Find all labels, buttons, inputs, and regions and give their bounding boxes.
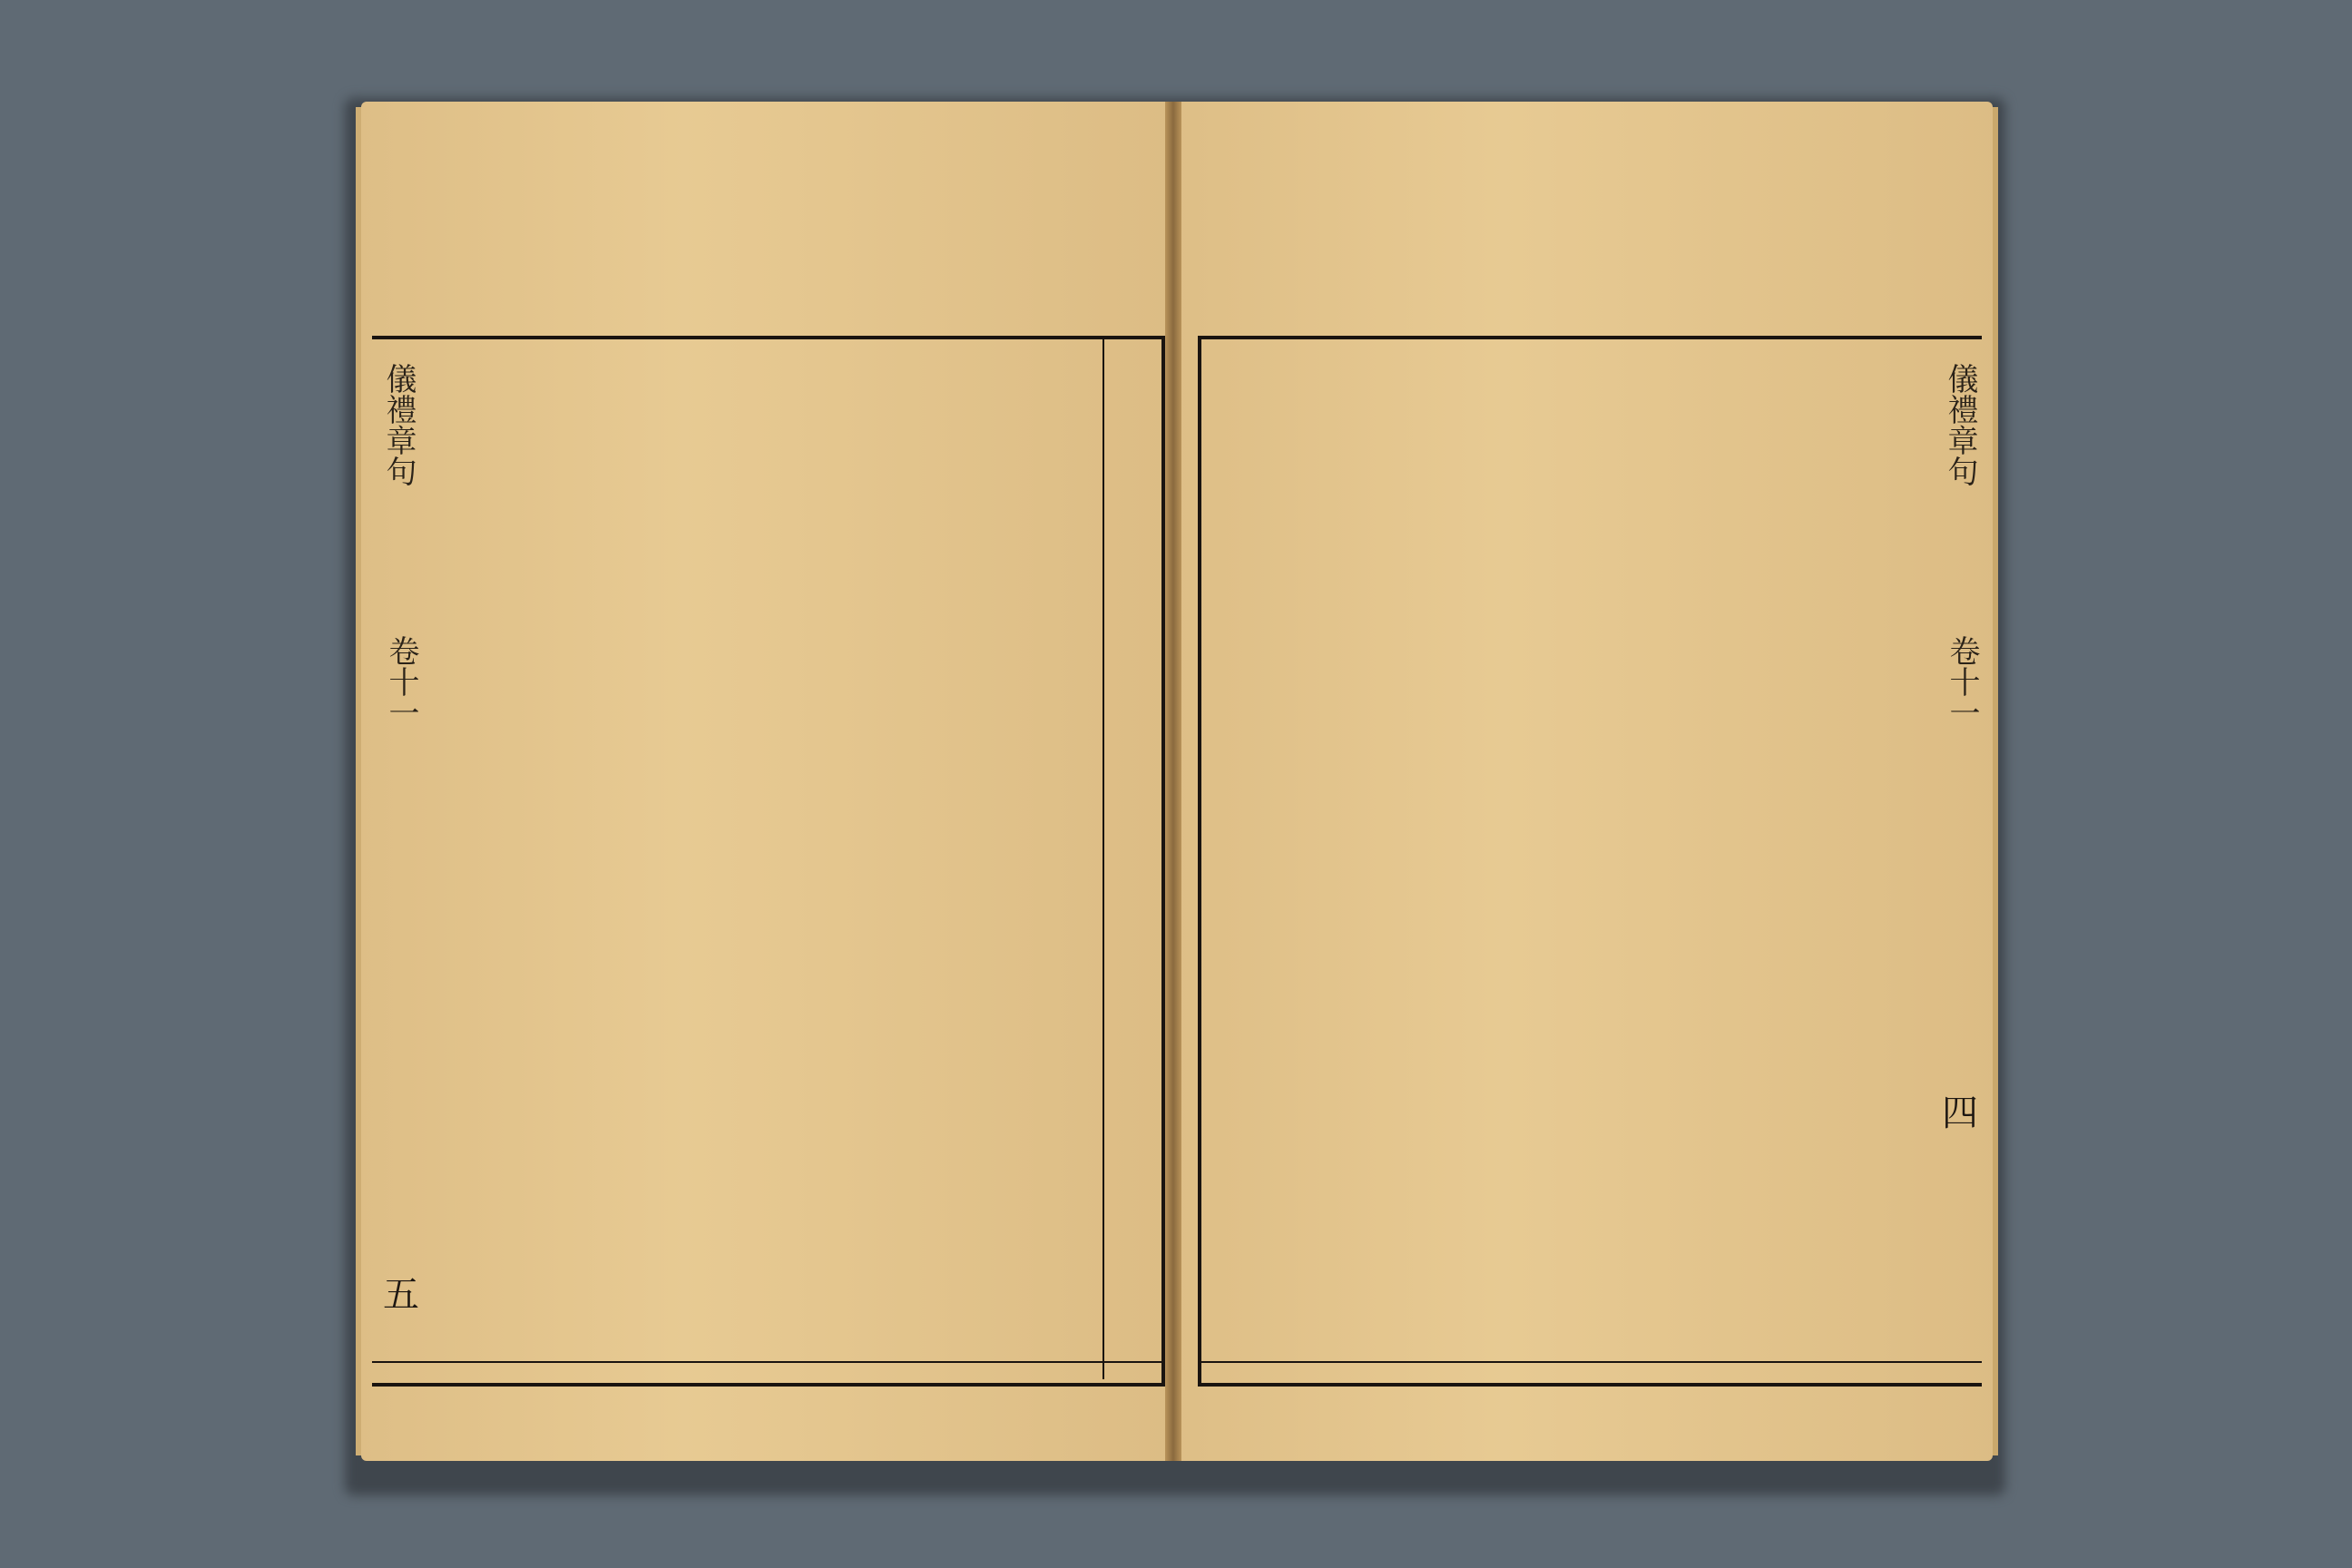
left-bottom-rule: [372, 1361, 1165, 1363]
block-heart-strip: [1102, 336, 1161, 1379]
left-volume-label: 卷十一: [383, 635, 419, 728]
right-bottom-rule: [1198, 1361, 1982, 1363]
left-margin-title: 儀禮章句: [380, 363, 416, 486]
left-page-number: 五: [383, 1274, 419, 1316]
right-margin-title: 儀禮章句: [1942, 363, 1978, 486]
right-volume-label: 卷十一: [1944, 635, 1980, 728]
right-page-text-frame: [1198, 336, 1982, 1387]
left-page-text-frame: [372, 336, 1165, 1387]
right-page-number: 四: [1942, 1093, 1978, 1134]
book-gutter: [1165, 102, 1181, 1461]
